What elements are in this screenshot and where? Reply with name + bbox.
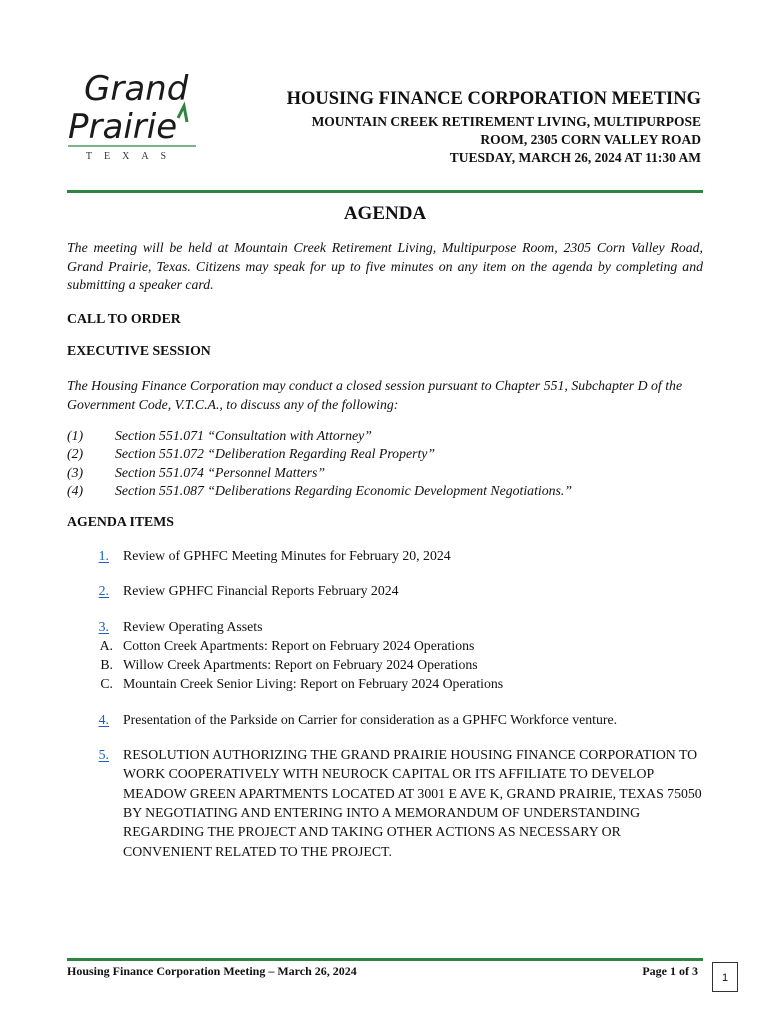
- agenda-item-2: [67, 581, 703, 600]
- page-number: Page 1 of 3: [642, 964, 698, 978]
- executive-session-list: [67, 427, 703, 500]
- list-item-number: (2): [67, 446, 84, 462]
- list-item: [67, 464, 703, 482]
- agenda-item-link-2[interactable]: 2.: [98, 583, 109, 599]
- sub-item-b: [67, 655, 703, 674]
- meeting-details: [231, 113, 701, 167]
- page-indicator-box: 1: [712, 962, 738, 992]
- grand-prairie-logo: [66, 66, 206, 170]
- list-item-number: (3): [67, 464, 84, 480]
- agenda-item-text: Review GPHFC Financial Reports February 2024: [123, 583, 399, 599]
- sub-item-text: Mountain Creek Senior Living: Report on February 2024 Operations: [123, 676, 504, 692]
- sub-item-text: Willow Creek Apartments: Report on February 2024 Operations: [123, 657, 478, 673]
- agenda-item-5: [67, 745, 703, 861]
- agenda-item-text: Review of GPHFC Meeting Minutes for February 20, 2024: [123, 548, 451, 563]
- executive-session-heading: EXECUTIVE SESSION: [67, 343, 211, 358]
- call-to-order-heading: CALL TO ORDER: [67, 311, 181, 326]
- agenda-heading: AGENDA: [343, 203, 427, 224]
- location-line-1: MOUNTAIN CREEK RETIREMENT LIVING, MULTIPURPOSE: [311, 114, 701, 129]
- executive-session-text: The Housing Finance Corporation may conduct a closed session pursuant to Chapter 551, Subchapter D of the Government Code, V.T.C.A., to discuss any of the following:: [67, 378, 683, 412]
- sub-item-letter: C.: [100, 676, 113, 692]
- agenda-item-text: Presentation of the Parkside on Carrier for consideration as a GPHFC Workforce venture.: [123, 711, 618, 727]
- agenda-item-3: [67, 617, 703, 636]
- location-line-2: ROOM, 2305 CORN VALLEY ROAD: [480, 132, 701, 147]
- agenda-item-text: Review Operating Assets: [123, 618, 263, 634]
- footer-divider: [67, 958, 703, 961]
- logo-tagline: TEXAS: [85, 151, 179, 162]
- agenda-items-list: [67, 546, 703, 861]
- logo-wordmark: [66, 66, 206, 152]
- agenda-item-4: [67, 710, 703, 729]
- sub-item-text: Cotton Creek Apartments: Report on February 2024 Operations: [123, 637, 475, 653]
- list-item: [67, 482, 703, 500]
- list-item-text: Section 551.074 “Personnel Matters”: [115, 464, 326, 480]
- sub-item-letter: B.: [100, 657, 113, 673]
- list-item-text: Section 551.087 “Deliberations Regarding Economic Development Negotiations.”: [115, 482, 573, 498]
- header-divider: [67, 190, 703, 193]
- intro-paragraph: The meeting will be held at Mountain Creek Retirement Living, Multipurpose Room, 2305 Corn Valley Road, Grand Prairie, Texas. Citizens may speak for up to five minutes on any item on the agenda by completing and submitting a speaker card.: [67, 240, 703, 292]
- agenda-item-link-4[interactable]: 4.: [98, 711, 109, 727]
- agenda-items-heading: AGENDA ITEMS: [67, 514, 174, 529]
- list-item-number: (4): [67, 482, 84, 498]
- agenda-item-link-3[interactable]: 3.: [98, 618, 109, 634]
- agenda-item-link-1[interactable]: 1.: [98, 548, 109, 563]
- list-item-text: Section 551.072 “Deliberation Regarding Real Property”: [115, 446, 436, 462]
- agenda-item-link-5[interactable]: 5.: [98, 747, 109, 763]
- agenda-item-text: RESOLUTION AUTHORIZING THE GRAND PRAIRIE HOUSING FINANCE CORPORATION TO WORK COOPERATIVELY WITH NEUROCK CAPITAL OR ITS AFFILIATE TO DEVELOP MEADOW GREEN APARTMENTS LOCATED AT 3001 E AVE K, GRAND PRAIRIE, TEXAS 75050 BY NEGOTIATING AND ENTERING INTO A MEMORANDUM OF UNDERSTANDING REGARDING THE PROJECT AND TAKING OTHER ACTIONS AS NECESSARY OR CONVENIENT RELATED TO THE PROJECT.: [123, 747, 702, 859]
- sub-item-a: [67, 636, 703, 655]
- meeting-title: HOUSING FINANCE CORPORATION MEETING: [286, 89, 701, 109]
- list-item: [67, 445, 703, 463]
- list-item: [67, 427, 703, 445]
- sub-item-c: [67, 674, 703, 693]
- logo-line1: Grand: [84, 69, 189, 109]
- logo-line2: Prairie: [68, 107, 178, 147]
- sub-item-letter: A.: [99, 637, 113, 653]
- footer-meeting-label: Housing Finance Corporation Meeting – March 26, 2024: [67, 964, 357, 978]
- meeting-datetime: TUESDAY, MARCH 26, 2024 AT 11:30 AM: [449, 150, 701, 165]
- list-item-text: Section 551.071 “Consultation with Attorney”: [115, 428, 372, 443]
- list-item-number: (1): [67, 428, 84, 443]
- agenda-item-1: [67, 546, 703, 565]
